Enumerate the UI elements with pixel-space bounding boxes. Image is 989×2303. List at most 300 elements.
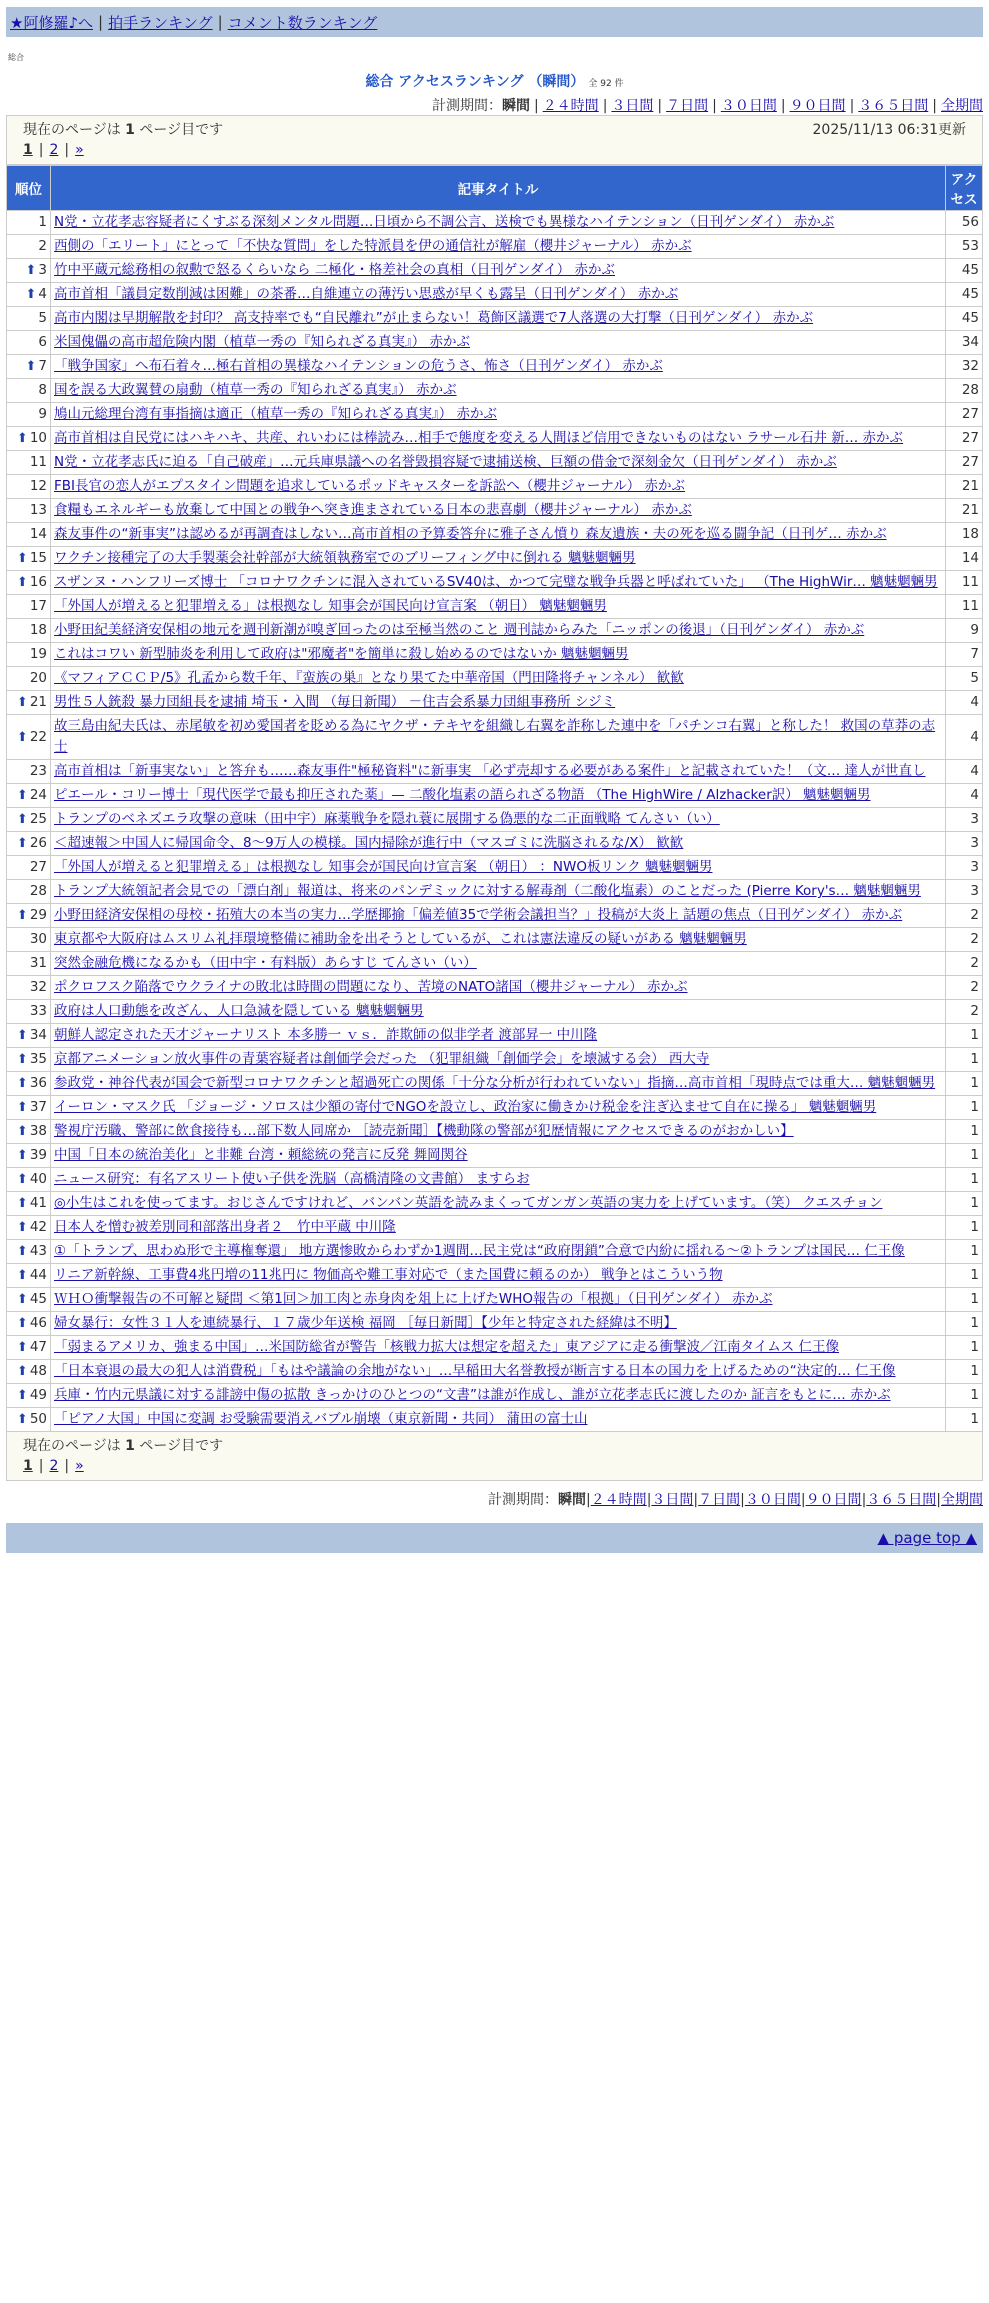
article-link[interactable]: 故三島由紀夫氏は、赤尾敏を初め愛国者を貶める為にヤクザ・テキヤを組織し右翼を詐称した連中を「パチンコ右翼」と称した！ 救国の草莽の志士 (54, 718, 936, 755)
access-count: 7 (946, 643, 983, 667)
article-link[interactable]: ＷＨＯ衝撃報告の不可解と疑問 ＜第1回＞加工肉と赤身肉を俎上に上げたWHO報告の「根拠」（日刊ゲンダイ） 赤かぶ (54, 1291, 773, 1307)
table-row (7, 403, 983, 427)
rank-cell (7, 283, 51, 307)
rank-number: 21 (29, 694, 47, 710)
ranking-title: 総合 アクセスランキング （瞬間） (365, 74, 585, 90)
article-link[interactable]: 「ピアノ大国」中国に変調 お受験需要消えバブル崩壊（東京新聞・共同） 蒲田の富士山 (54, 1411, 588, 1427)
title-cell (51, 595, 946, 619)
rank-cell (7, 832, 51, 856)
access-count: 1 (946, 1192, 983, 1216)
table-row (7, 832, 983, 856)
article-link[interactable]: 鳩山元総理台湾有事指摘は適正（植草一秀の『知られざる真実』） 赤かぶ (54, 406, 498, 422)
article-link[interactable]: 京都アニメーション放火事件の青葉容疑者は創価学会だった （犯罪組織「創価学会」を壊滅する会） 西大寺 (54, 1051, 710, 1067)
article-link[interactable]: 中国「日本の統治美化」と非難 台湾・頼総統の発言に反発 舞岡関谷 (54, 1147, 468, 1163)
access-count: 1 (946, 1120, 983, 1144)
title-cell (51, 235, 946, 259)
up-arrow-icon: ⬆ (16, 1196, 28, 1211)
period-current: 瞬間 (501, 98, 530, 114)
table-row (7, 1408, 983, 1432)
title-cell (51, 211, 946, 235)
rank-number: 15 (29, 550, 47, 566)
access-count: 34 (946, 331, 983, 355)
title-cell (51, 1096, 946, 1120)
rank-cell (7, 259, 51, 283)
page-link-current[interactable]: 1 (23, 142, 33, 158)
article-link[interactable]: 「日本衰退の最大の犯人は消費税」「もはや議論の余地がない」…早稲田大名誉教授が断言する日本の国力を上げるための“決定的… 仁王像 (54, 1363, 896, 1379)
access-count: 2 (946, 952, 983, 976)
rank-cell (7, 1096, 51, 1120)
access-count: 45 (946, 283, 983, 307)
period-link-2[interactable]: ７日間 (666, 98, 709, 114)
rank-cell (7, 1192, 51, 1216)
table-row (7, 1072, 983, 1096)
rank-cell (7, 1408, 51, 1432)
access-count: 45 (946, 307, 983, 331)
table-row (7, 784, 983, 808)
rank-number: 40 (29, 1171, 47, 1187)
title-cell (51, 880, 946, 904)
article-link[interactable]: N党・立花孝志容疑者にくすぶる深刻メンタル問題…日頃から不調公言、送検でも異様なハイテンション（日刊ゲンダイ） 赤かぶ (54, 214, 835, 230)
rank-cell (7, 952, 51, 976)
rank-cell (7, 571, 51, 595)
rank-number: 33 (29, 1003, 47, 1019)
page-links (23, 139, 966, 161)
title-cell (51, 691, 946, 715)
access-count: 5 (946, 667, 983, 691)
article-link[interactable]: 高市内閣は早期解散を封印？ 高支持率でも“自民離れ”が止まらない！葛飾区議選で7人落選の大打撃（日刊ゲンダイ） 赤かぶ (54, 310, 814, 326)
article-link[interactable]: 参政党・神谷代表が国会で新型コロナワクチンと超過死亡の関係「十分な分析が行われていない」指摘…高市首相「現時点では重大… 魑魅魍魎男 (54, 1075, 936, 1091)
article-link[interactable]: 国を誤る大政翼賛の扇動（植草一秀の『知られざる真実』） 赤かぶ (54, 382, 457, 398)
up-arrow-icon: ⬆ (16, 431, 28, 446)
access-count: 1 (946, 1408, 983, 1432)
access-count: 1 (946, 1072, 983, 1096)
access-count: 2 (946, 928, 983, 952)
rank-cell (7, 784, 51, 808)
rank-cell (7, 235, 51, 259)
article-link[interactable]: 小野田経済安保相の母校・拓殖大の本当の実力…学歴揶揄「偏差値35で学術会議担当？」投稿が大炎上 話題の焦点（日刊ゲンダイ） 赤かぶ (54, 907, 903, 923)
footer-bar (6, 1523, 983, 1553)
rank-cell (7, 760, 51, 784)
period-separator: | (849, 98, 855, 114)
title-cell (51, 760, 946, 784)
rank-number: 7 (38, 358, 47, 374)
table-row (7, 1144, 983, 1168)
period-link-3[interactable]: ３０日間 (720, 98, 777, 114)
title-cell (51, 1072, 946, 1096)
rank-number: 17 (29, 598, 47, 614)
table-row (7, 1192, 983, 1216)
rank-number: 27 (29, 859, 47, 875)
up-arrow-icon: ⬆ (16, 1076, 28, 1091)
table-row (7, 1168, 983, 1192)
rank-cell (7, 715, 51, 760)
article-link[interactable]: FBI長官の恋人がエプスタイン問題を追求しているポッドキャスターを訴訟へ（櫻井ジャーナル） 赤かぶ (54, 478, 686, 494)
rank-header: 順位 (7, 166, 51, 211)
pager-top (6, 115, 983, 165)
page-links-bottom (23, 1455, 966, 1477)
home-link[interactable]: ★阿修羅♪へ (10, 13, 94, 32)
table-row (7, 1360, 983, 1384)
title-cell (51, 715, 946, 760)
rank-cell (7, 595, 51, 619)
access-count: 4 (946, 760, 983, 784)
rank-cell (7, 331, 51, 355)
rank-cell (7, 1360, 51, 1384)
period-selector-bottom (6, 1489, 983, 1511)
rank-number: 35 (29, 1051, 47, 1067)
article-link[interactable]: 米国傀儡の高市超危険内閣（植草一秀の『知られざる真実』） 赤かぶ (54, 334, 471, 350)
up-arrow-icon: ⬆ (16, 1052, 28, 1067)
article-link[interactable]: 「外国人が増えると犯罪増える」は根拠なし 知事会が国民向け宣言案 （朝日） ：NWO板リンク 魑魅魍魎男 (54, 859, 713, 875)
access-count: 1 (946, 1168, 983, 1192)
table-row (7, 1336, 983, 1360)
article-link[interactable]: ポクロフスク陥落でウクライナの敗北は時間の問題になり、苦境のNATO諸国（櫻井ジャーナル） 赤かぶ (54, 979, 688, 995)
breadcrumb: 総合 (8, 53, 24, 62)
article-link[interactable]: 婦女暴行：女性３１人を連続暴行、１７歳少年送検 福岡 ［毎日新聞］【少年と特定された経緯は不明】 (54, 1315, 677, 1331)
page-link-current[interactable]: 1 (23, 1458, 33, 1474)
table-row (7, 1000, 983, 1024)
rank-cell (7, 1288, 51, 1312)
rank-cell (7, 976, 51, 1000)
table-row (7, 475, 983, 499)
article-link[interactable]: 男性５人銃殺 暴力団組長を逮捕 埼玉・入間 （毎日新聞） －住吉会系暴力団組事務所 シジミ (54, 694, 616, 710)
period-link-0[interactable]: ２４時間 (542, 98, 599, 114)
up-arrow-icon: ⬆ (16, 1220, 28, 1235)
rank-number: 43 (29, 1243, 47, 1259)
access-count: 2 (946, 904, 983, 928)
rank-number: 22 (29, 728, 47, 745)
title-cell (51, 499, 946, 523)
rank-number: 18 (29, 622, 47, 638)
up-arrow-icon: ⬆ (16, 908, 28, 923)
rank-number: 5 (38, 310, 47, 326)
period-link-1[interactable]: ３日間 (611, 98, 654, 114)
rank-cell (7, 1072, 51, 1096)
rank-cell (7, 427, 51, 451)
rank-number: 12 (29, 478, 47, 494)
article-link[interactable]: 「外国人が増えると犯罪増える」は根拠なし 知事会が国民向け宣言案 （朝日） 魑魅魍魎男 (54, 598, 607, 614)
up-arrow-icon: ⬆ (25, 263, 37, 278)
table-row (7, 379, 983, 403)
access-count: 21 (946, 499, 983, 523)
up-arrow-icon: ⬆ (16, 575, 28, 590)
period-separator: | (936, 1492, 941, 1508)
table-row (7, 571, 983, 595)
article-link[interactable]: 「戦争国家」へ布石着々…極右首相の異様なハイテンションの危うさ、怖さ（日刊ゲンダイ） 赤かぶ (54, 358, 663, 374)
period-separator: | (800, 1492, 806, 1508)
rank-number: 45 (29, 1291, 47, 1307)
rank-cell (7, 808, 51, 832)
rank-cell (7, 1120, 51, 1144)
rank-cell (7, 1264, 51, 1288)
title-cell (51, 403, 946, 427)
table-row (7, 952, 983, 976)
access-count: 1 (946, 1048, 983, 1072)
article-link[interactable]: リニア新幹線、工事費4兆円増の11兆円に 物価高や難工事対応で（また国費に頼るのか） 戦争とはこういう物 (54, 1267, 723, 1283)
title-cell (51, 904, 946, 928)
period-separator: | (932, 98, 937, 114)
access-count: 4 (946, 715, 983, 760)
page-link-»[interactable]: » (75, 142, 84, 158)
page-separator: | (38, 1458, 44, 1474)
table-row (7, 976, 983, 1000)
top-nav-bar (6, 7, 983, 37)
period-link-5[interactable]: ３６５日間 (858, 98, 929, 114)
article-link[interactable]: ニュース研究：有名アスリート使い子供を洗脳（高橋清隆の文書館） ますらお (54, 1171, 530, 1187)
access-count: 2 (946, 1000, 983, 1024)
period-link-4[interactable]: ９０日間 (805, 1492, 862, 1508)
access-count: 1 (946, 1312, 983, 1336)
article-link[interactable]: 朝鮮人認定された天才ジャーナリスト 本多勝一 ｖｓ．詐欺師の似非学者 渡部昇一 中川隆 (54, 1027, 598, 1043)
access-count: 11 (946, 595, 983, 619)
rank-number: 20 (29, 670, 47, 686)
page-separator: | (64, 142, 70, 158)
page-title (6, 71, 983, 91)
article-link[interactable]: 高市首相は「新事実ない」と答弁も……森友事件"極秘資料"に新事実 「必ず売却する必要がある案件」と記載されていた！（文… 達人が世直し (54, 763, 926, 779)
table-row (7, 880, 983, 904)
rank-number: 29 (29, 907, 47, 923)
period-link-6[interactable]: 全期間 (941, 1492, 983, 1508)
article-link[interactable]: イーロン・マスク氏 「ジョージ・ソロスは少額の寄付でNGOを設立し、政治家に働きかけ税金を注ぎ込ませて自在に操る」 魑魅魍魎男 (54, 1099, 877, 1115)
period-bottom-current: 瞬間 (557, 1492, 586, 1508)
up-arrow-icon: ⬆ (16, 1124, 28, 1139)
article-link[interactable]: 竹中平蔵元総務相の叙勲で怒るくらいなら 二極化・格差社会の真相（日刊ゲンダイ） 赤かぶ (54, 262, 616, 278)
period-link-4[interactable]: ９０日間 (789, 98, 846, 114)
page-top-link[interactable]: ▲ page top ▲ (877, 1529, 977, 1547)
up-arrow-icon: ⬆ (16, 1388, 28, 1403)
rank-number: 39 (29, 1147, 47, 1163)
table-row (7, 331, 983, 355)
title-cell (51, 451, 946, 475)
rank-number: 6 (38, 334, 47, 350)
article-link[interactable]: 西側の「エリート」にとって「不快な質問」をした特派員を伊の通信社が解雇（櫻井ジャーナル） 赤かぶ (54, 238, 692, 254)
article-link[interactable]: スザンヌ・ハンフリーズ博士 「コロナワクチンに混入されているSV40は、かつて完璧な戦争兵器と呼ばれていた」 （The HighWir… 魑魅魍魎男 (54, 574, 938, 590)
nav-separator: | (217, 13, 223, 31)
rank-cell (7, 856, 51, 880)
title-cell (51, 1240, 946, 1264)
comment-ranking-link[interactable]: コメント数ランキング (227, 13, 378, 32)
rank-cell (7, 379, 51, 403)
access-count: 32 (946, 355, 983, 379)
up-arrow-icon: ⬆ (16, 1292, 28, 1307)
rank-number: 3 (38, 262, 47, 278)
rank-number: 1 (38, 214, 47, 230)
title-cell (51, 355, 946, 379)
access-count: 1 (946, 1096, 983, 1120)
title-cell (51, 571, 946, 595)
rank-number: 44 (29, 1267, 47, 1283)
article-link[interactable]: ワクチン接種完了の大手製薬会社幹部が大統領執務室でのブリーフィング中に倒れる 魑魅魍魎男 (54, 550, 636, 566)
title-cell (51, 784, 946, 808)
article-link[interactable]: これはコワい 新型肺炎を利用して政府は"邪魔者"を簡単に殺し始めるのではないか 魑魅魍魎男 (54, 646, 629, 662)
table-row (7, 1024, 983, 1048)
rank-cell (7, 523, 51, 547)
table-row (7, 355, 983, 379)
article-link[interactable]: ◎小生はこれを使ってます。おじさんですけれど、バンバン英語を読みまくってガンガン英語の実力を上げています。（笑） クエスチョン (54, 1195, 883, 1211)
current-page-text-bottom: 現在のページは 1 ページ目です (23, 1438, 224, 1454)
rank-cell (7, 307, 51, 331)
rank-number: 11 (29, 454, 47, 470)
article-link[interactable]: トランプのベネズエラ攻撃の意味（田中宇）麻薬戦争を隠れ蓑に展開する偽悪的な二正面戦略 てんさい（い） (54, 811, 720, 827)
up-arrow-icon: ⬆ (16, 1028, 28, 1043)
up-arrow-icon: ⬆ (16, 812, 28, 827)
title-cell (51, 1024, 946, 1048)
period-selector-top (6, 95, 983, 115)
title-cell (51, 1192, 946, 1216)
rank-number: 49 (29, 1387, 47, 1403)
title-cell (51, 832, 946, 856)
rank-number: 37 (29, 1099, 47, 1115)
rank-number: 30 (29, 931, 47, 947)
rank-number: 47 (29, 1339, 47, 1355)
title-cell (51, 856, 946, 880)
rank-cell (7, 547, 51, 571)
rank-cell (7, 667, 51, 691)
title-cell (51, 307, 946, 331)
article-link[interactable]: 日本人を憎む被差別同和部落出身者２＿竹中平蔵 中川隆 (54, 1219, 396, 1235)
up-arrow-icon: ⬆ (16, 788, 28, 803)
rank-cell (7, 403, 51, 427)
article-link[interactable]: 政府は人口動態を改ざん、人口急減を隠している 魑魅魍魎男 (54, 1003, 424, 1019)
table-row (7, 691, 983, 715)
article-link[interactable]: 東京都や大阪府はムスリム礼拝環境整備に補助金を出そうとしているが、これは憲法違反の疑いがある 魑魅魍魎男 (54, 931, 747, 947)
title-cell (51, 1360, 946, 1384)
access-count: 1 (946, 1288, 983, 1312)
access-count: 56 (946, 211, 983, 235)
title-cell (51, 619, 946, 643)
rank-cell (7, 211, 51, 235)
up-arrow-icon: ⬆ (16, 1148, 28, 1163)
access-header: アクセス (946, 166, 983, 211)
rank-number: 34 (29, 1027, 47, 1043)
table-row (7, 643, 983, 667)
rank-number: 38 (29, 1123, 47, 1139)
period-link-5[interactable]: ３６５日間 (866, 1492, 937, 1508)
title-cell (51, 928, 946, 952)
rank-cell (7, 451, 51, 475)
article-link[interactable]: 高市首相は自民党にはハキハキ、共産、れいわには棒読み…相手で態度を変える人間ほど信用できないものはない ラサール石井 新… 赤かぶ (54, 430, 904, 446)
title-cell (51, 547, 946, 571)
title-cell (51, 331, 946, 355)
title-cell (51, 259, 946, 283)
rank-number: 16 (29, 574, 47, 590)
access-count: 2 (946, 976, 983, 1000)
rank-number: 24 (29, 787, 47, 803)
article-link[interactable]: 突然金融危機になるかも（田中宇・有料版）あらすじ てんさい（い） (54, 955, 477, 971)
rank-cell (7, 475, 51, 499)
article-link[interactable]: 「弱まるアメリカ、強まる中国」…米国防総省が警告「核戦力拡大は想定を超えた」東アジアに走る衝撃波／江南タイムス 仁王像 (54, 1339, 839, 1355)
table-row (7, 715, 983, 760)
article-link[interactable]: 《マフィアＣＣＰ/5》孔孟から数千年、『蛮族の巣』となり果てた中華帝国（門田隆将チャンネル） 歓歓 (54, 670, 684, 686)
article-link[interactable]: 食糧もエネルギーも放棄して中国との戦争へ突き進まされている日本の悲喜劇（櫻井ジャーナル） 赤かぶ (54, 502, 692, 518)
up-arrow-icon: ⬆ (16, 1172, 28, 1187)
title-cell (51, 1120, 946, 1144)
period-link-2[interactable]: ７日間 (698, 1492, 741, 1508)
rank-cell (7, 1336, 51, 1360)
rank-number: 46 (29, 1315, 47, 1331)
title-cell (51, 427, 946, 451)
article-link[interactable]: ピエール・コリー博士「現代医学で最も抑圧された薬」— 二酸化塩素の語られざる物語 （The HighWire / Alzhacker訳） 魑魅魍魎男 (54, 787, 871, 803)
rank-cell (7, 1144, 51, 1168)
article-link[interactable]: ＜超速報＞中国人に帰国命令、8～9万人の模様。国内掃除が進行中（マスゴミに洗脳されるな/X） 歓歓 (54, 835, 684, 851)
page-link-2[interactable]: 2 (49, 1458, 59, 1474)
access-count: 1 (946, 1216, 983, 1240)
rank-cell (7, 1216, 51, 1240)
access-count: 3 (946, 808, 983, 832)
article-link[interactable]: トランプ大統領記者会見での「漂白剤」報道は、将来のパンデミックに対する解毒剤（二酸化塩素）のことだった (Pierre Kory's… 魑魅魍魎男 (54, 883, 921, 899)
access-count: 27 (946, 451, 983, 475)
rank-number: 13 (29, 502, 47, 518)
table-row (7, 856, 983, 880)
rank-number: 36 (29, 1075, 47, 1091)
article-link[interactable]: 森友事件の“新事実”は認めるが再調査はしない…高市首相の予算委答弁に雅子さん憤り 森友遺族・夫の死を巡る闘争記（日刊ゲ… 赤かぶ (54, 526, 887, 542)
title-cell (51, 523, 946, 547)
rank-number: 19 (29, 646, 47, 662)
up-arrow-icon: ⬆ (16, 836, 28, 851)
rank-number: 23 (29, 763, 47, 779)
title-cell (51, 1216, 946, 1240)
pager-bottom (6, 1432, 983, 1481)
table-row (7, 595, 983, 619)
ranking-table (6, 165, 983, 1432)
nav-separator: | (98, 13, 104, 31)
title-cell (51, 283, 946, 307)
access-count: 1 (946, 1024, 983, 1048)
article-link[interactable]: 小野田紀美経済安保相の地元を週刊新潮が嗅ぎ回ったのは至極当然のこと 週刊誌からみた「ニッポンの後退」（日刊ゲンダイ） 赤かぶ (54, 622, 865, 638)
title-cell (51, 1312, 946, 1336)
table-row (7, 283, 983, 307)
article-link[interactable]: ①「トランプ、思わぬ形で主導権奪還」 地方選惨敗からわずか1週間…民主党は“政府閉鎖”合意で内紛に揺れる～②トランプは国民… 仁王像 (54, 1243, 905, 1259)
clap-ranking-link[interactable]: 拍手ランキング (108, 13, 213, 32)
title-cell (51, 808, 946, 832)
article-link[interactable]: 警視庁汚職、警部に飲食接待も…部下数人同席か ［読売新聞］【機動隊の警部が犯歴情報にアクセスできるのがおかしい】 (54, 1123, 794, 1139)
page-link-»[interactable]: » (75, 1458, 84, 1474)
access-count: 11 (946, 571, 983, 595)
table-row (7, 808, 983, 832)
title-cell (51, 379, 946, 403)
title-cell (51, 1408, 946, 1432)
period-link-0[interactable]: ２４時間 (590, 1492, 647, 1508)
title-cell (51, 643, 946, 667)
updated-time: 2025/11/13 06:31更新 (812, 122, 966, 138)
period-bottom-label: 計測期間： (487, 1492, 558, 1508)
table-row (7, 1312, 983, 1336)
up-arrow-icon: ⬆ (16, 1244, 28, 1259)
access-count: 14 (946, 547, 983, 571)
page-separator: | (64, 1458, 70, 1474)
article-link[interactable]: 高市首相「議員定数削減は困難」の茶番…自維連立の薄汚い思惑が早くも露呈（日刊ゲンダイ） 赤かぶ (54, 286, 679, 302)
access-count: 27 (946, 427, 983, 451)
rank-cell (7, 1000, 51, 1024)
period-link-6[interactable]: 全期間 (941, 98, 983, 114)
period-separator: | (712, 98, 717, 114)
period-link-1[interactable]: ３日間 (651, 1492, 694, 1508)
table-row (7, 760, 983, 784)
period-link-3[interactable]: ３０日間 (744, 1492, 801, 1508)
period-separator: | (585, 1492, 591, 1508)
article-link[interactable]: 兵庫・竹内元県議に対する誹謗中傷の拡散 きっかけのひとつの“文書”は誰が作成し、誰が立花孝志氏に渡したのか 証言をもとに… 赤かぶ (54, 1387, 891, 1403)
article-link[interactable]: N党・立花孝志氏に迫る「自己破産」…元兵庫県議への名誉毀損容疑で逮捕送検、巨額の借金で深刻金欠（日刊ゲンダイ） 赤かぶ (54, 454, 837, 470)
rank-cell (7, 904, 51, 928)
table-row (7, 1288, 983, 1312)
period-separator: | (533, 98, 539, 114)
access-count: 1 (946, 1240, 983, 1264)
access-count: 3 (946, 880, 983, 904)
page-link-2[interactable]: 2 (49, 142, 59, 158)
rank-cell (7, 1240, 51, 1264)
access-count: 21 (946, 475, 983, 499)
rank-number: 50 (29, 1411, 47, 1427)
